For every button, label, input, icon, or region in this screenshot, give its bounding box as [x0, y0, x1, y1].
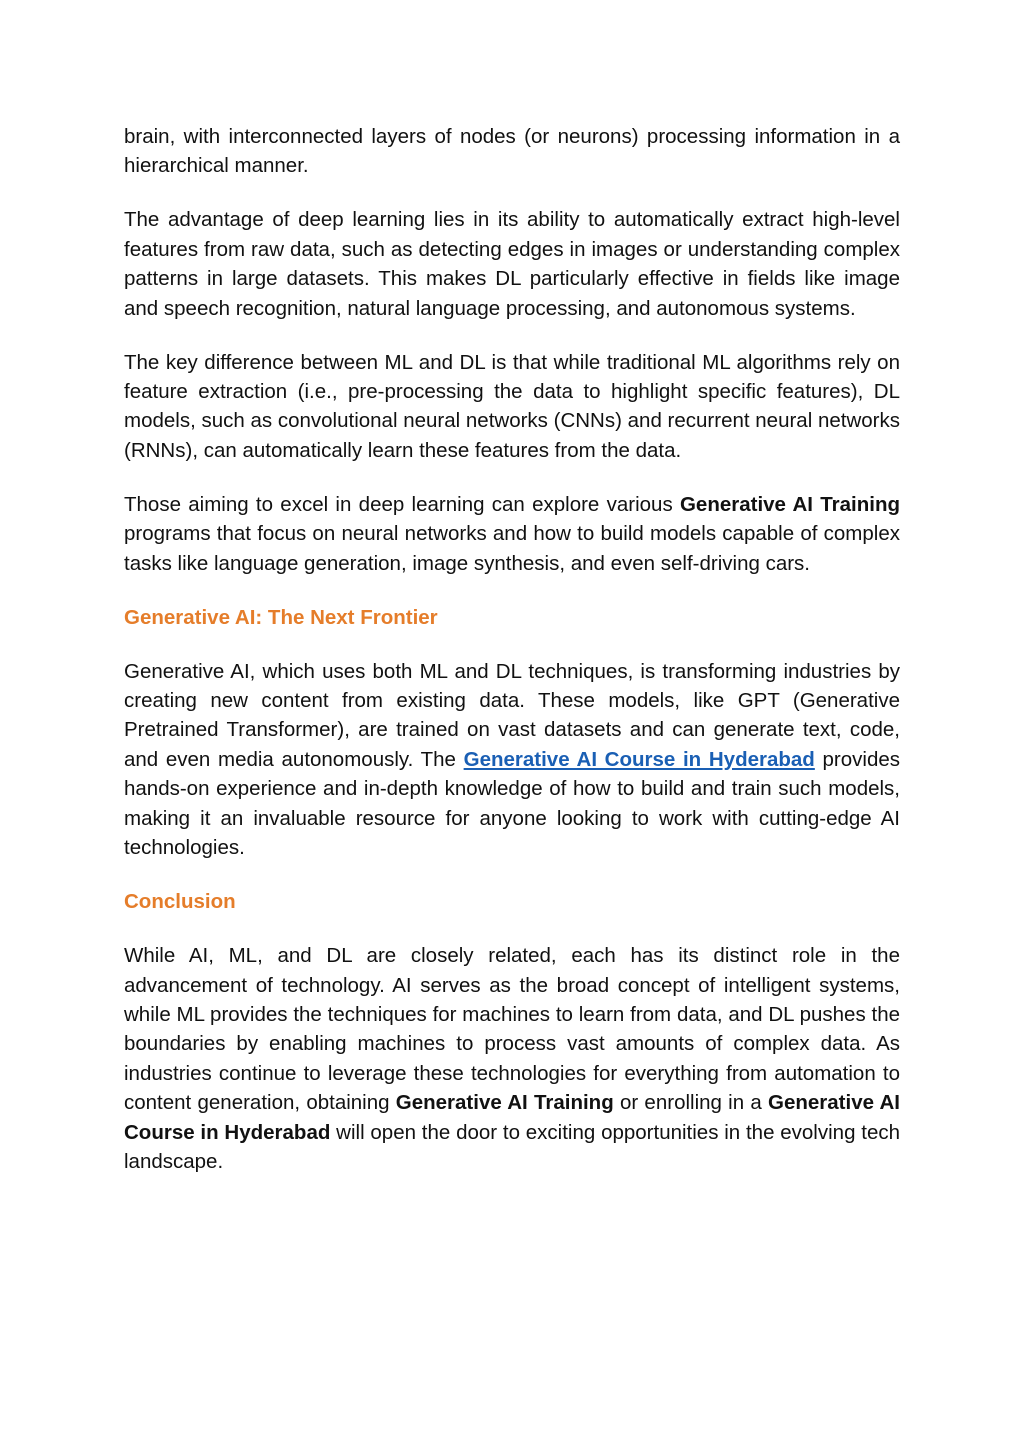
bold-generative-ai-training: Generative AI Training [679, 492, 900, 516]
bold-course-name: Generative AI Course in Hyderabad [124, 1091, 900, 1144]
paragraph-ml-vs-dl: The key difference between ML and DL is that while traditional ML algorithms rely on feature extraction (i.e., pre-processing the data to highlight specific features), DL models, such as convolutional neural networks (CNNs) and recurrent neural networks (RNNs), can automatically learn these features from the data. [124, 350, 900, 462]
text-span: While AI, ML, and DL are closely related, each has its distinct role in the advancement of technology. AI serves as the broad concept of intelligent systems, while ML provides the techniques for machines to learn from data, and DL pushes the boundaries by enabling machines to process vast amounts of complex data. As industries continue to leverage these technologies for everything from automation to content generation, obtaining [124, 944, 900, 1115]
bold-generative-ai-training: Generative AI Training [395, 1091, 614, 1115]
text-span: Those aiming to excel in deep learning can explore various [124, 492, 680, 516]
text-span: programs that focus on neural networks and how to build models capable of complex tasks like language generation, image synthesis, and even self-driving cars. [124, 522, 900, 575]
paragraph-dl-advantage: The advantage of deep learning lies in its ability to automatically extract high-level features from raw data, such as detecting edges in images or understanding complex patterns in large datasets. This makes DL particularly effective in fields like image and speech recognition, natural language processing, and autonomous systems. [124, 208, 900, 320]
paragraph-generative-ai [124, 657, 900, 863]
text-span: will open the door to exciting opportunities in the evolving tech landscape. [124, 1120, 900, 1173]
document-page [124, 122, 900, 1201]
text-span: or enrolling in a [613, 1091, 769, 1115]
section-heading-conclusion: Conclusion [124, 890, 236, 914]
text-span: provides hands-on experience and in-depth knowledge of how to build and train such models, making it an invaluable resource for anyone looking to work with cutting-edge AI technologies. [124, 747, 901, 860]
course-link[interactable]: Generative AI Course in Hyderabad [463, 747, 815, 771]
paragraph-training [124, 490, 900, 578]
paragraph-dl-brain: brain, with interconnected layers of nodes (or neurons) processing information in a hierarchical manner. [124, 125, 900, 178]
paragraph-conclusion [124, 941, 900, 1176]
text-span: Generative AI, which uses both ML and DL techniques, is transforming industries by creating new content from existing data. These models, like GPT (Generative Pretrained Transformer), are trained on vast datasets and can generate text, code, and even media autonomously. The [124, 659, 900, 771]
section-heading-next-frontier: Generative AI: The Next Frontier [124, 605, 438, 629]
